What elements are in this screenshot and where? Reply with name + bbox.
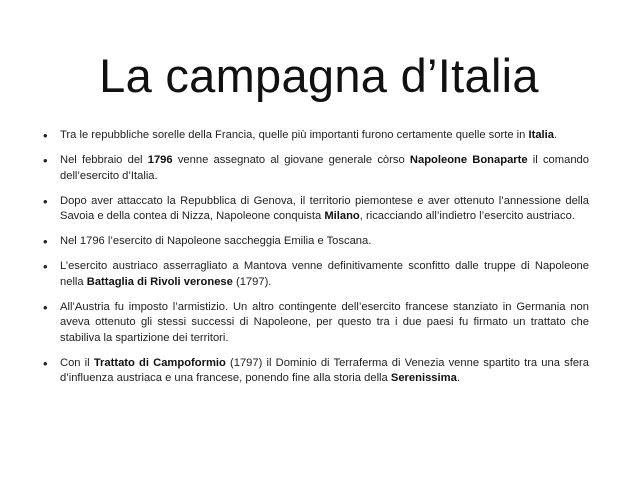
bullet-item bbox=[43, 234, 589, 250]
bullet-text: . bbox=[456, 372, 460, 385]
bullet-item bbox=[43, 356, 589, 387]
bullet-text: All’Austria fu imposto l’armistizio. Un altro contingente dell’esercito francese stanziato in Germania non aveva ottenuto gli stessi successi di Napoleone, per questo tra i due paesi fu firmato un trattato che stabiliva la spartizione dei territori. bbox=[60, 300, 589, 344]
bullet-text: venne assegnato al giovane generale còrso bbox=[172, 153, 410, 166]
bullet-list bbox=[43, 128, 589, 396]
bullet-item bbox=[43, 259, 589, 290]
bullet-text: (1797). bbox=[232, 275, 272, 288]
bullet-item bbox=[43, 153, 589, 184]
bullet-text: , ricacciando all’indietro l’esercito austriaco. bbox=[359, 210, 575, 223]
bold-text: Italia bbox=[528, 129, 554, 141]
bullet-text: Tra le repubbliche sorelle della Francia, quelle più importanti furono certamente quelle sorte in bbox=[60, 129, 529, 141]
bold-text: Napoleone Bonaparte bbox=[409, 153, 528, 166]
bullet-text: (1797) il Dominio di Terraferma di Venezia venne spartito tra una sfera d’influenza austriaca e una francese, ponendo fine alla storia della bbox=[60, 356, 590, 385]
bullet-text: Con il bbox=[60, 356, 94, 369]
bullet-text: Nel febbraio del bbox=[60, 153, 148, 166]
bold-text: 1796 bbox=[147, 153, 173, 166]
bullet-text: . bbox=[553, 129, 558, 141]
bold-text: Serenissima bbox=[390, 372, 457, 385]
bold-text: Battaglia di Rivoli veronese bbox=[86, 275, 233, 288]
bullet-text: L’esercito austriaco asserragliato a Mantova venne definitivamente sconfitto dalle truppe di Napoleone nella bbox=[60, 260, 589, 288]
bullet-item bbox=[43, 194, 589, 225]
slide-title: La campagna d’Italia bbox=[99, 49, 539, 102]
bullet-text: Nel 1796 l’esercito di Napoleone saccheggia Emilia e Toscana. bbox=[60, 235, 372, 248]
bullet-item bbox=[43, 128, 589, 144]
bold-text: Trattato di Campoformio bbox=[93, 356, 226, 369]
bullet-text: Dopo aver attaccato la Repubblica di Genova, il territorio piemontese e aver ottenuto l’annessione della Savoia e della contea di Nizza, Napoleone conquista bbox=[60, 194, 589, 223]
bold-text: Milano bbox=[324, 210, 360, 223]
bullet-text: il comando dell’esercito d’Italia. bbox=[60, 153, 589, 182]
bullet-item bbox=[43, 300, 589, 347]
